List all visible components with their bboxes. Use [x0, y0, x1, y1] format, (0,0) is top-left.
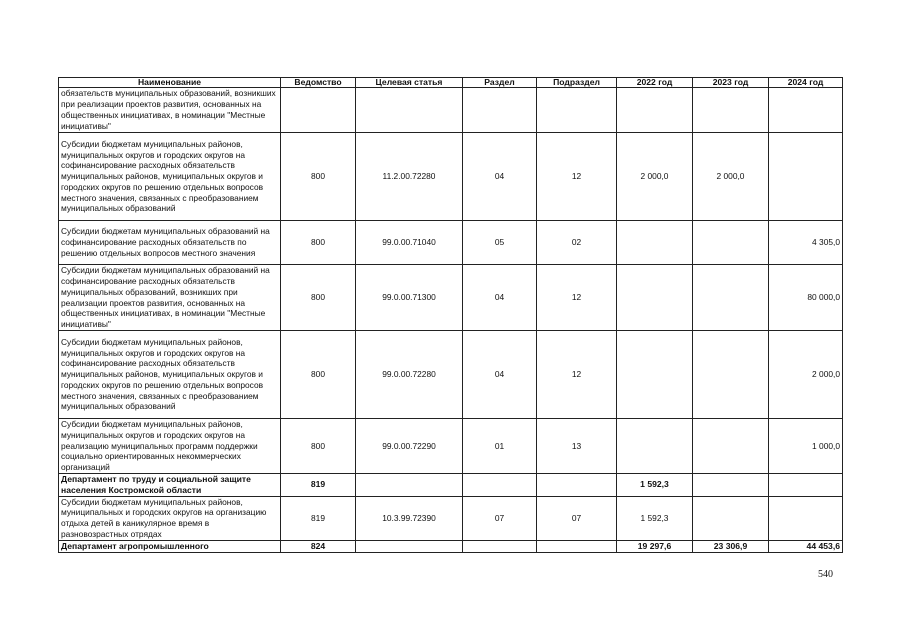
- row-vedomstvo: [281, 88, 356, 133]
- row-name: Субсидии бюджетам муниципальных образований на софинансирование расходных обязательств муниципальных образований, возникших при реализации проектов развития, основанных на общественных инициативах, в номинации "Местные инициативы": [59, 265, 281, 331]
- row-subsection: [537, 474, 617, 497]
- row-vedomstvo: 800: [281, 419, 356, 474]
- header-name: Наименование: [59, 78, 281, 88]
- row-vedomstvo: 819: [281, 496, 356, 540]
- row-2024: [769, 133, 843, 221]
- row-2023: [693, 331, 769, 419]
- header-section: Раздел: [463, 78, 537, 88]
- row-name: Департамент агропромышленного: [59, 540, 281, 552]
- table-row: [59, 265, 843, 331]
- row-2023: 2 000,0: [693, 133, 769, 221]
- row-2023: [693, 221, 769, 265]
- row-subsection: 13: [537, 419, 617, 474]
- row-section: [463, 540, 537, 552]
- header-subsection: Подраздел: [537, 78, 617, 88]
- row-target-article: 99.0.00.71300: [356, 265, 463, 331]
- row-2022: 2 000,0: [617, 133, 693, 221]
- table-header-row: [59, 78, 843, 88]
- header-2024: 2024 год: [769, 78, 843, 88]
- header-2023: 2023 год: [693, 78, 769, 88]
- header-target-article: Целевая статья: [356, 78, 463, 88]
- row-target-article: 10.3.99.72390: [356, 496, 463, 540]
- row-target-article: 99.0.00.71040: [356, 221, 463, 265]
- row-target-article: 99.0.00.72290: [356, 419, 463, 474]
- row-name: Субсидии бюджетам муниципальных районов, муниципальных и городских округов на организацию отдыха детей в каникулярное время в разновозрастных отрядах: [59, 496, 281, 540]
- row-vedomstvo: 800: [281, 221, 356, 265]
- header-2022: 2022 год: [617, 78, 693, 88]
- row-target-article: 11.2.00.72280: [356, 133, 463, 221]
- row-subsection: [537, 88, 617, 133]
- table-row: [59, 133, 843, 221]
- department-row: [59, 474, 843, 497]
- row-2022: 1 592,3: [617, 474, 693, 497]
- row-section: [463, 474, 537, 497]
- row-name: Департамент по труду и социальной защите населения Костромской области: [59, 474, 281, 497]
- row-2024: 2 000,0: [769, 331, 843, 419]
- row-2022: [617, 265, 693, 331]
- row-2022: 1 592,3: [617, 496, 693, 540]
- row-2024: [769, 474, 843, 497]
- row-section: 05: [463, 221, 537, 265]
- row-section: 01: [463, 419, 537, 474]
- row-2023: [693, 474, 769, 497]
- row-2024: 80 000,0: [769, 265, 843, 331]
- row-section: 04: [463, 133, 537, 221]
- row-target-article: [356, 474, 463, 497]
- table-row: [59, 496, 843, 540]
- row-subsection: [537, 540, 617, 552]
- table-row: [59, 331, 843, 419]
- page-number: 540: [818, 569, 833, 580]
- row-section: 04: [463, 265, 537, 331]
- row-vedomstvo: 800: [281, 265, 356, 331]
- row-section: [463, 88, 537, 133]
- row-subsection: 12: [537, 331, 617, 419]
- row-2024: 4 305,0: [769, 221, 843, 265]
- department-row: [59, 540, 843, 552]
- row-2024: 44 453,6: [769, 540, 843, 552]
- row-subsection: 07: [537, 496, 617, 540]
- row-2023: [693, 419, 769, 474]
- row-vedomstvo: 819: [281, 474, 356, 497]
- row-2022: [617, 221, 693, 265]
- row-vedomstvo: 800: [281, 133, 356, 221]
- row-2023: [693, 88, 769, 133]
- header-vedomstvo: Ведомство: [281, 78, 356, 88]
- row-2023: [693, 496, 769, 540]
- table-row: [59, 419, 843, 474]
- table-row: [59, 88, 843, 133]
- row-subsection: 02: [537, 221, 617, 265]
- row-vedomstvo: 824: [281, 540, 356, 552]
- row-target-article: [356, 540, 463, 552]
- table-row: [59, 221, 843, 265]
- row-2022: [617, 88, 693, 133]
- row-2022: [617, 419, 693, 474]
- row-target-article: 99.0.00.72280: [356, 331, 463, 419]
- row-2023: [693, 265, 769, 331]
- budget-table: [58, 77, 843, 553]
- row-2022: [617, 331, 693, 419]
- row-2024: [769, 496, 843, 540]
- row-name: Субсидии бюджетам муниципальных образований на софинансирование расходных обязательств по решению отдельных вопросов местного значения: [59, 221, 281, 265]
- row-name: Субсидии бюджетам муниципальных районов, муниципальных округов и городских округов на реализацию муниципальных программ поддержки социально ориентированных некоммерческих организаций: [59, 419, 281, 474]
- row-section: 07: [463, 496, 537, 540]
- row-subsection: 12: [537, 133, 617, 221]
- row-name: Субсидии бюджетам муниципальных районов, муниципальных округов и городских округов на софинансирование расходных обязательств муниципальных районов, муниципальных округов и городских округов по решению отдельных вопросов местного значения, связанных с преобразованием муниципальных образований: [59, 331, 281, 419]
- row-2022: 19 297,6: [617, 540, 693, 552]
- row-name: Субсидии бюджетам муниципальных районов, муниципальных округов и городских округов на софинансирование расходных обязательств муниципальных районов, муниципальных округов и городских округов по решению отдельных вопросов местного значения, связанных с преобразованием муниципальных образований: [59, 133, 281, 221]
- row-section: 04: [463, 331, 537, 419]
- row-2024: 1 000,0: [769, 419, 843, 474]
- row-target-article: [356, 88, 463, 133]
- row-name: обязательств муниципальных образований, возникших при реализации проектов развития, основанных на общественных инициативах, в номинации "Местные инициативы": [59, 88, 281, 133]
- row-vedomstvo: 800: [281, 331, 356, 419]
- row-2024: [769, 88, 843, 133]
- row-subsection: 12: [537, 265, 617, 331]
- row-2023: 23 306,9: [693, 540, 769, 552]
